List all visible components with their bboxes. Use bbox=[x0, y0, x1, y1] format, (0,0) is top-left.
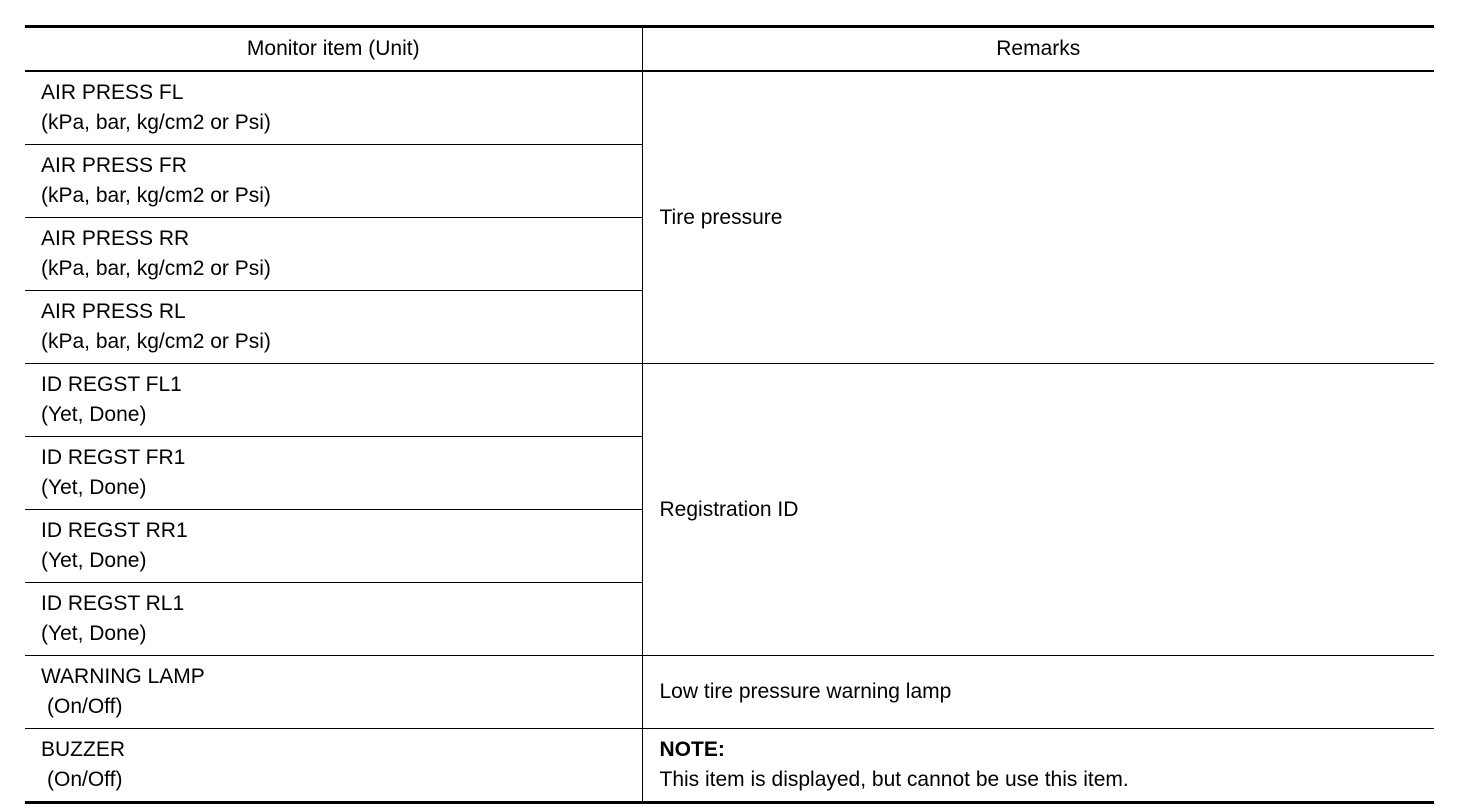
item-unit: (Yet, Done) bbox=[41, 476, 147, 499]
monitor-item-cell bbox=[25, 145, 642, 218]
item-unit: (kPa, bar, kg/cm2 or Psi) bbox=[41, 257, 271, 280]
header-monitor-item: Monitor item (Unit) bbox=[25, 27, 642, 72]
item-name: AIR PRESS FL bbox=[41, 81, 184, 104]
note-title: NOTE: bbox=[659, 738, 725, 761]
monitor-item-cell bbox=[25, 291, 642, 364]
monitor-item-table bbox=[25, 25, 1434, 804]
table-row bbox=[25, 656, 1434, 729]
monitor-item-cell bbox=[25, 510, 642, 583]
item-unit: (kPa, bar, kg/cm2 or Psi) bbox=[41, 330, 271, 353]
header-remarks: Remarks bbox=[642, 27, 1434, 72]
item-unit: (kPa, bar, kg/cm2 or Psi) bbox=[41, 111, 271, 134]
table-row bbox=[25, 364, 1434, 437]
item-unit: (On/Off) bbox=[47, 768, 123, 791]
item-unit: (On/Off) bbox=[47, 695, 123, 718]
remark-cell: Tire pressure bbox=[642, 71, 1434, 364]
item-name: ID REGST RR1 bbox=[41, 519, 188, 542]
monitor-item-cell bbox=[25, 364, 642, 437]
item-unit: (Yet, Done) bbox=[41, 549, 147, 572]
remark-cell: Low tire pressure warning lamp bbox=[642, 656, 1434, 729]
item-unit: (Yet, Done) bbox=[41, 403, 147, 426]
item-name: AIR PRESS RL bbox=[41, 300, 186, 323]
note-text: This item is displayed, but cannot be use this item. bbox=[659, 768, 1129, 791]
item-name: ID REGST FR1 bbox=[41, 446, 186, 469]
monitor-item-cell bbox=[25, 437, 642, 510]
monitor-item-cell bbox=[25, 729, 642, 803]
table-row bbox=[25, 729, 1434, 803]
remark-cell bbox=[642, 729, 1434, 803]
item-name: WARNING LAMP bbox=[41, 665, 205, 688]
header-row bbox=[25, 27, 1434, 72]
table-row bbox=[25, 71, 1434, 145]
item-name: BUZZER bbox=[41, 738, 125, 761]
monitor-item-cell bbox=[25, 656, 642, 729]
remark-cell: Registration ID bbox=[642, 364, 1434, 656]
item-name: AIR PRESS RR bbox=[41, 227, 190, 250]
monitor-item-cell bbox=[25, 71, 642, 145]
item-unit: (kPa, bar, kg/cm2 or Psi) bbox=[41, 184, 271, 207]
item-unit: (Yet, Done) bbox=[41, 622, 147, 645]
item-name: ID REGST FL1 bbox=[41, 373, 182, 396]
item-name: ID REGST RL1 bbox=[41, 592, 185, 615]
item-name: AIR PRESS FR bbox=[41, 154, 187, 177]
monitor-item-cell bbox=[25, 218, 642, 291]
monitor-item-cell bbox=[25, 583, 642, 656]
